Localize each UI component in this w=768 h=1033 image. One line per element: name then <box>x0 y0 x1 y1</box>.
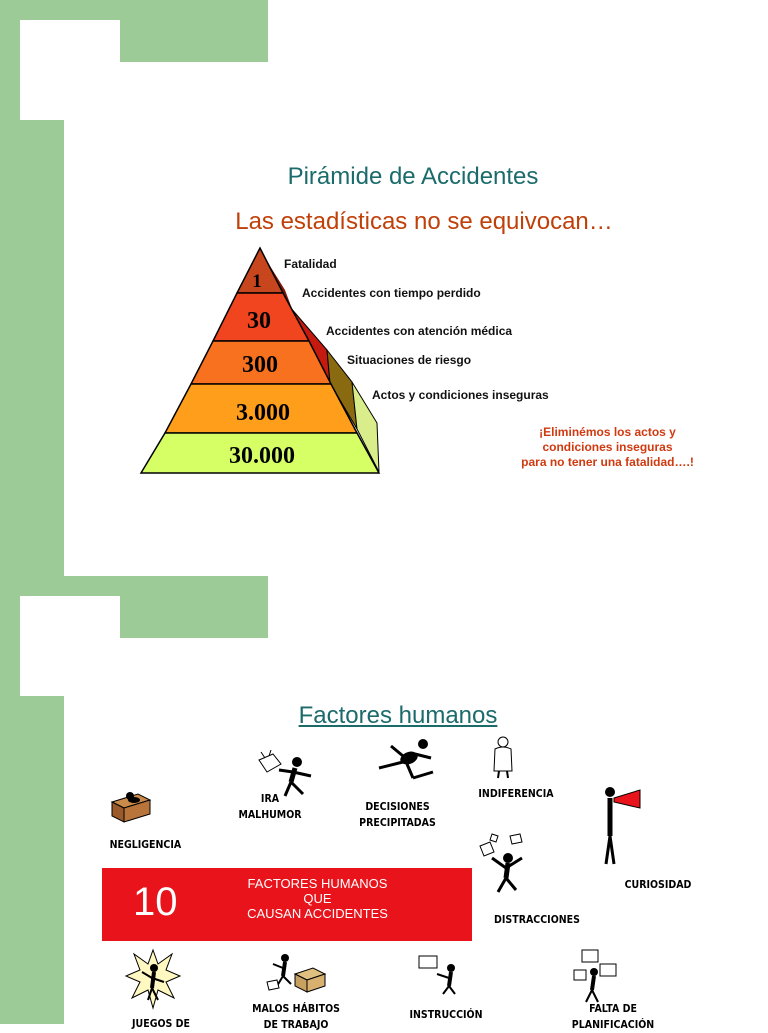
factor-ira-malhumor: IRA MALHUMOR <box>238 792 302 821</box>
slide2-title: Factores humanos <box>298 702 498 729</box>
note-line-1: ¡Eliminémos los actos y <box>539 425 676 439</box>
factor-decisiones-precipitadas: DECISIONES PRECIPITADAS <box>359 800 436 829</box>
factors-count: 10 <box>133 880 178 924</box>
note-line-3: para no tener una fatalidad….! <box>521 455 694 469</box>
megaphone-figure-icon <box>600 786 646 866</box>
instruction-figure-icon <box>417 954 463 996</box>
pyramid-label-2: Accidentes con tiempo perdido <box>302 286 481 300</box>
pyramid-label-3: Accidentes con atención médica <box>326 324 513 338</box>
pyramid-label-4: Situaciones de riesgo <box>347 353 472 367</box>
factor-indiferencia: INDIFERENCIA <box>478 787 554 800</box>
factor-instruccion: INSTRUCCIÓN <box>409 1008 483 1021</box>
boxes-figure-icon <box>263 952 329 994</box>
factor-malos-habitos: MALOS HÁBITOS DE TRABAJO <box>252 1002 340 1031</box>
factor-distracciones: DISTRACCIONES <box>494 913 580 926</box>
note-line-2: condiciones inseguras <box>542 440 673 454</box>
factors-box-text <box>230 876 405 921</box>
pyramid-label-1: Fatalidad <box>284 257 337 271</box>
factor-falta-planificacion: FALTA DE PLANIFICACIÓN <box>571 1002 655 1031</box>
factor-curiosidad: CURIOSIDAD <box>624 878 692 891</box>
slide1-white-corner <box>20 20 120 120</box>
factor-juegos: JUEGOS DE <box>132 1017 190 1030</box>
slide2-white-corner <box>20 596 120 696</box>
pyramid-value-5: 30.000 <box>229 443 295 469</box>
slide1-subtitle: Las estadísticas no se equivocan… <box>235 208 613 235</box>
slide1-title: Pirámide de Accidentes <box>287 163 539 190</box>
factor-negligencia: NEGLIGENCIA <box>109 838 182 851</box>
pyramid-value-4: 3.000 <box>236 400 290 426</box>
elimination-note <box>500 425 715 470</box>
factors-box-line-2: QUE <box>303 891 332 906</box>
factors-box-line-3: CAUSAN ACCIDENTES <box>247 906 388 921</box>
ghost-figure-icon <box>490 735 516 779</box>
running-figure-icon <box>375 738 437 782</box>
factors-box-line-1: FACTORES HUMANOS <box>247 876 388 891</box>
computer-figure-icon <box>572 948 620 1004</box>
pyramid-label-5: Actos y condiciones inseguras <box>372 388 549 402</box>
pyramid-value-2: 30 <box>247 308 271 334</box>
desk-icon <box>110 788 152 824</box>
star-figure-icon <box>124 948 182 1014</box>
pyramid-value-1: 1 <box>252 271 262 292</box>
pyramid-value-3: 300 <box>242 352 278 378</box>
juggling-figure-icon <box>478 832 530 894</box>
